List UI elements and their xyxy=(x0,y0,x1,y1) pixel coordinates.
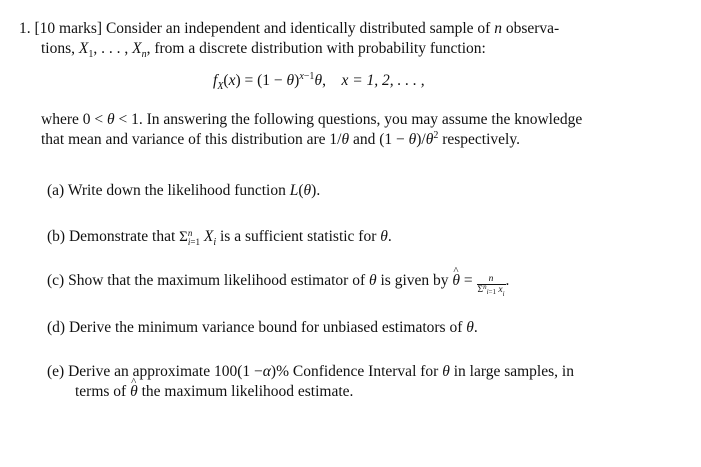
part-e-text-3: in large samples, in xyxy=(453,363,574,380)
where-text-end: < 1. In answering the following questions, you may assume the knowledge xyxy=(118,111,583,128)
intro-text: Consider an independent and identically distributed sample of xyxy=(105,20,491,37)
part-a-label: (a) xyxy=(47,182,65,199)
part-d: (d) Derive the minimum variance bound for unbiased estimators of θ. xyxy=(47,319,478,336)
intro-line2-start: tions, xyxy=(41,40,76,57)
part-d-text: Derive the minimum variance bound for unbiased estimators of xyxy=(68,319,463,336)
part-c: (c) Show that the maximum likelihood estimator of θ is given by ^ θ = $\frac{n}{\Sigma^n_{i=1} x_i}$ . xyxy=(47,271,509,295)
part-e-line-2: terms of ^ θ the maximum likelihood estimate. xyxy=(75,382,353,401)
part-e-line-1: (e) Derive an approximate 100(1 −α)% Confidence Interval for θ in large samples, in xyxy=(47,363,574,380)
part-b-text-end: is a sufficient statistic for xyxy=(219,228,377,245)
question-line-2 xyxy=(41,39,486,58)
part-c-label: (c) xyxy=(47,272,65,289)
part-c-text: Show that the maximum likelihood estimator of xyxy=(68,272,366,289)
mle-fraction: $\frac{n}{\Sigma^n_{i=1} x_i}$ xyxy=(477,274,505,298)
part-c-text-mid: is given by xyxy=(380,272,449,289)
question-line-1 xyxy=(19,19,559,38)
part-b-label: (b) xyxy=(47,228,66,245)
part-e-text-5: the maximum likelihood estimate. xyxy=(141,383,354,400)
part-e-label: (e) xyxy=(47,363,65,380)
part-a: (a) Write down the likelihood function L(θ). xyxy=(47,182,321,199)
part-e-text-2: )% Confidence Interval for xyxy=(270,363,439,380)
part-d-label: (d) xyxy=(47,319,66,336)
part-a-text: Write down the likelihood function xyxy=(67,182,286,199)
moments-text-start: that mean and variance of this distribution are 1/ xyxy=(41,131,342,148)
where-text-start: where 0 < xyxy=(41,111,104,128)
where-line-1: where 0 < θ < 1. In answering the following questions, you may assume the knowledge xyxy=(41,111,583,128)
part-e-text-4: terms of xyxy=(75,383,127,400)
intro-line2-end: from a discrete distribution with probability function: xyxy=(154,40,486,57)
part-b-text-start: Demonstrate that xyxy=(68,228,176,245)
pmf-equation: $f_X(x) = (1 - \theta)^{x-1}\theta$, x = 1, 2, . . . , xyxy=(213,71,425,92)
sample-size-variable: n xyxy=(494,20,502,37)
where-line-2: that mean and variance of this distribution are 1/θ and $(1 - \theta)/\theta^2$ respectively. xyxy=(41,130,520,148)
sample-notation: $X_1$, . . . , $X_n$, xyxy=(78,40,151,60)
question-number: 1. xyxy=(19,20,31,37)
moments-text-end: respectively. xyxy=(442,131,520,148)
part-e-text-1: Derive an approximate 100(1 − xyxy=(68,363,263,380)
intro-text-end: observa- xyxy=(505,20,560,37)
part-b: (b) Demonstrate that Σ n i=1 $X_i$ is a sufficient statistic for θ. xyxy=(47,228,392,248)
moments-text-mid: and (1 − xyxy=(352,131,405,148)
marks-label: [10 marks] xyxy=(34,20,103,37)
pmf-condition: x = 1, 2, . . . , xyxy=(341,72,425,89)
